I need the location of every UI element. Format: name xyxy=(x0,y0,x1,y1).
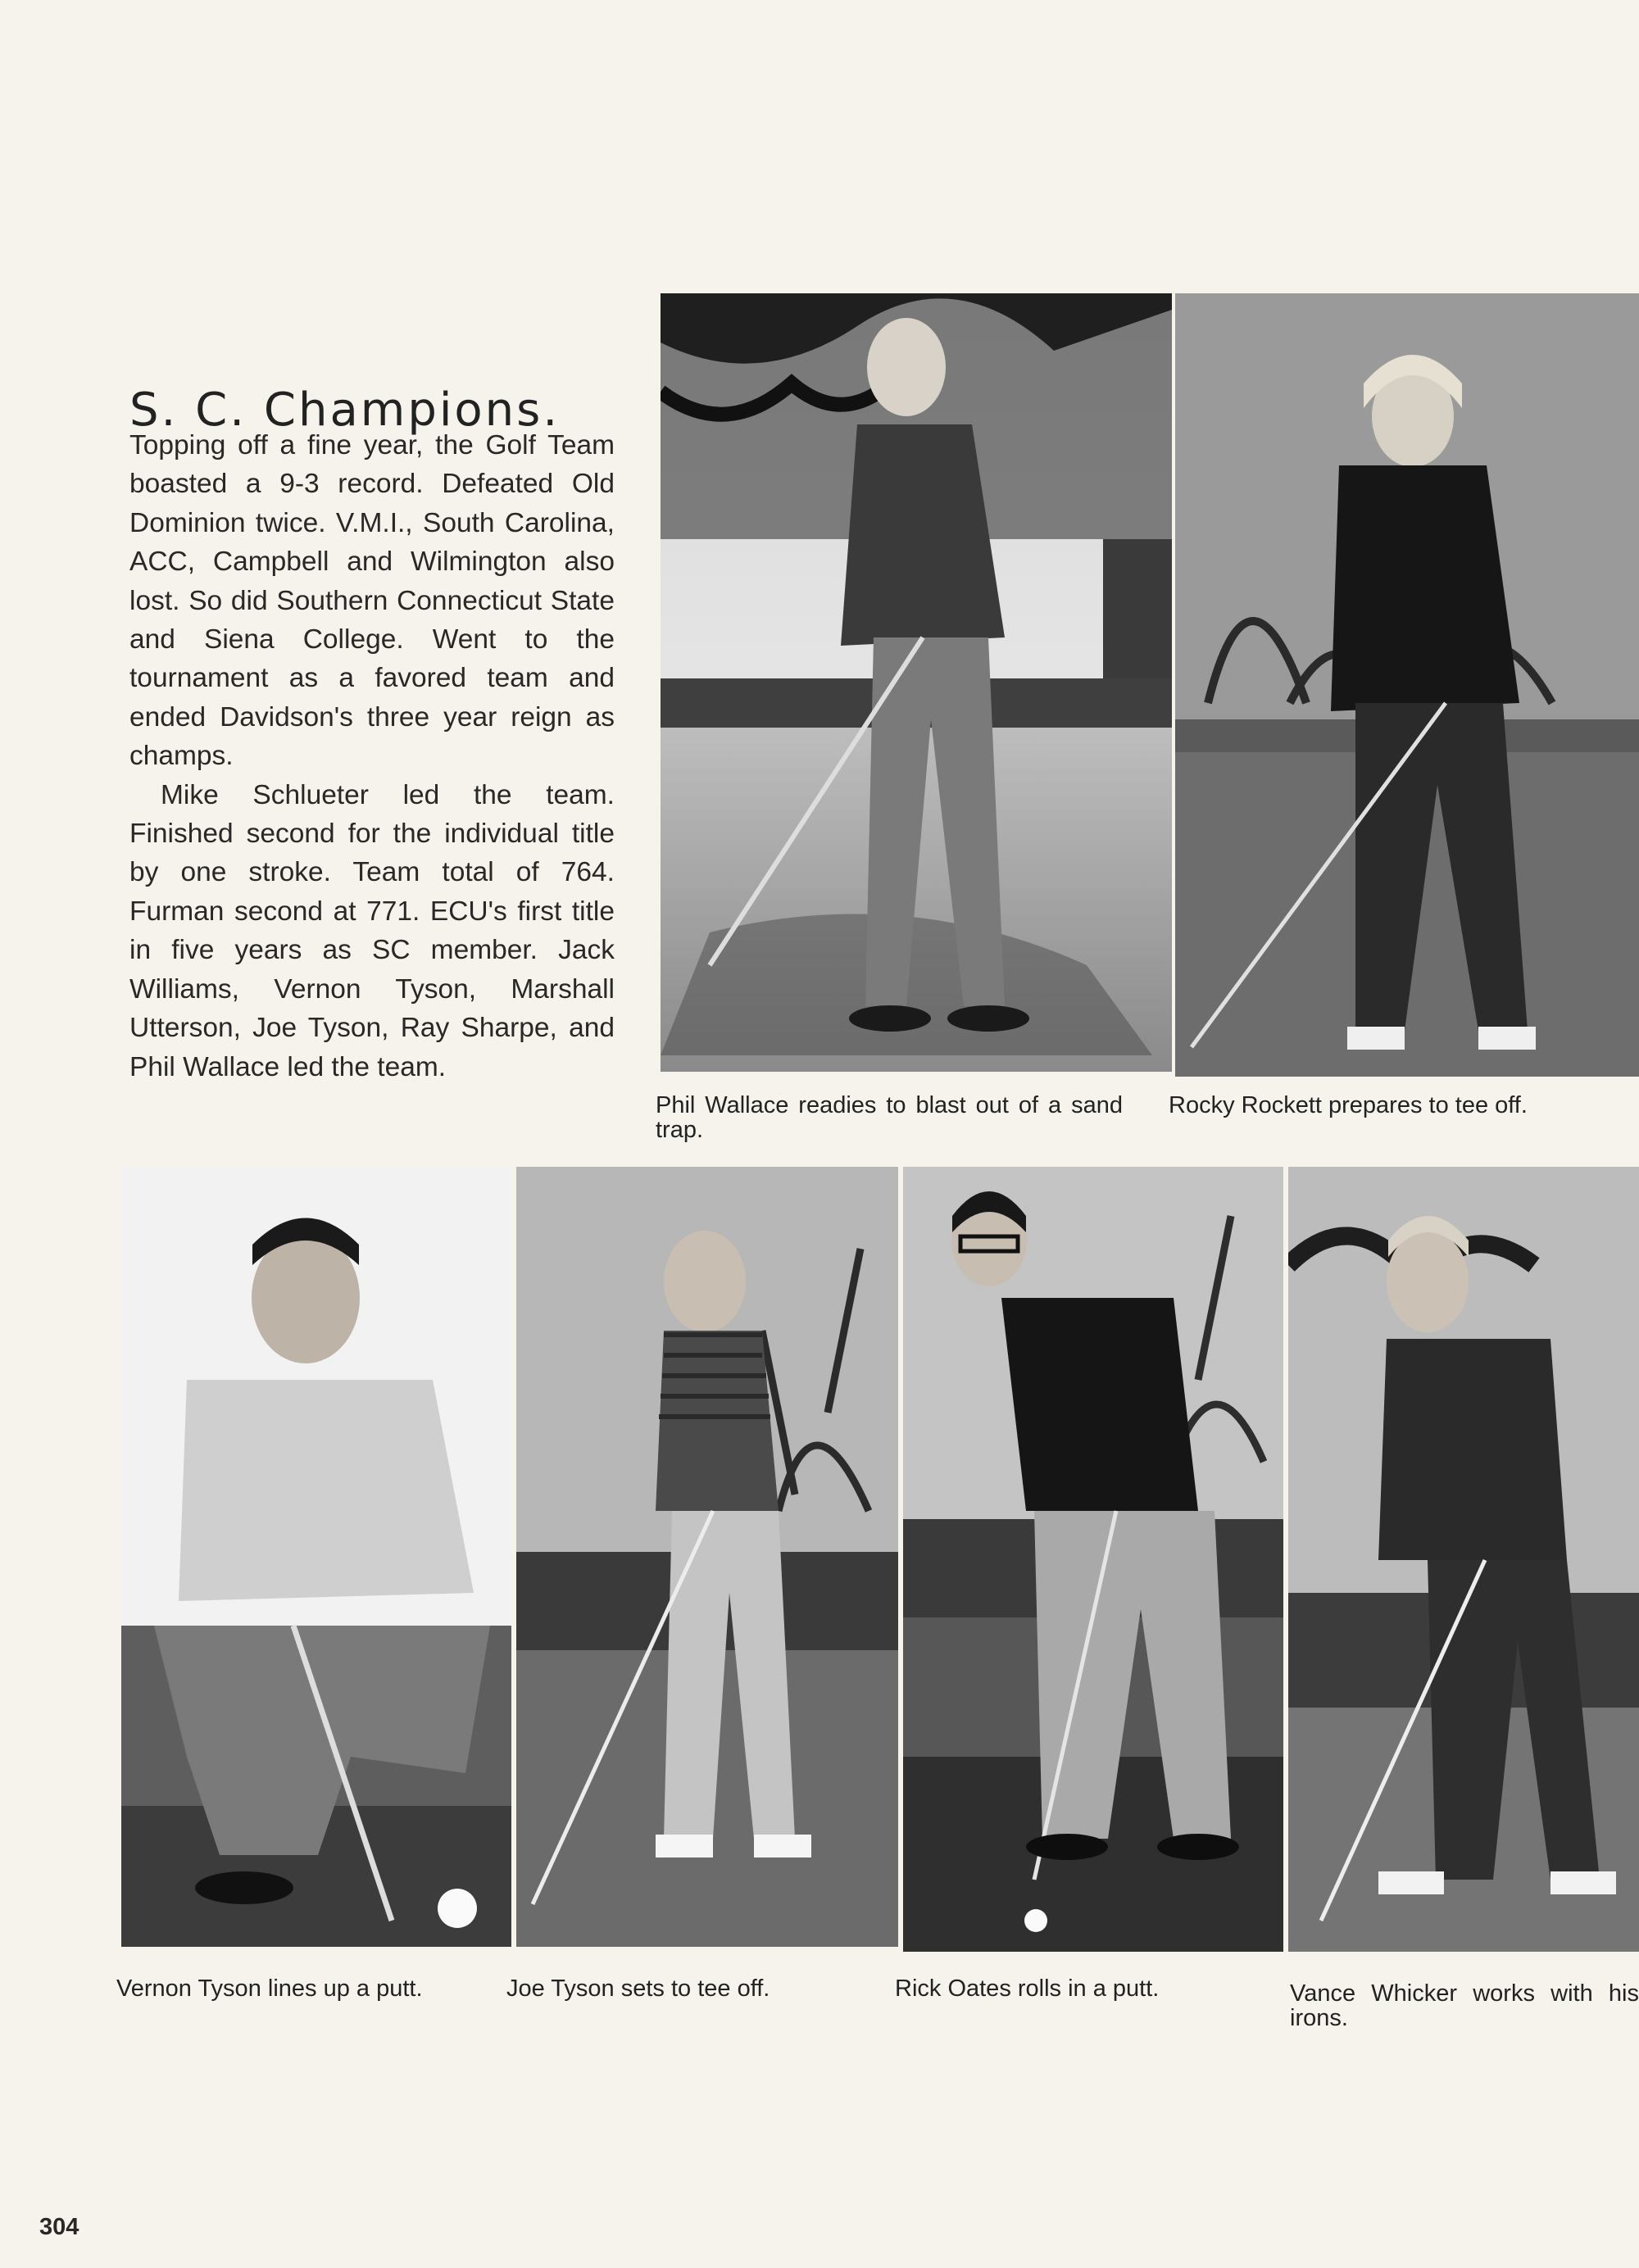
photo-joe-tyson xyxy=(516,1167,898,1947)
photo-rocky-rockett xyxy=(1175,293,1639,1077)
photo-caption: Rocky Rockett prepares to tee off. xyxy=(1169,1092,1528,1118)
photo-caption: Phil Wallace readies to blast out of a sand trap. xyxy=(656,1092,1123,1143)
photo-caption: Vance Whicker works with his irons. xyxy=(1290,1980,1639,2031)
photo-caption: Vernon Tyson lines up a putt. xyxy=(116,1975,423,2002)
photo-caption: Rick Oates rolls in a putt. xyxy=(895,1975,1160,2002)
article-body xyxy=(129,426,615,1086)
photo-vance-whicker xyxy=(1288,1167,1639,1952)
golfer-photo-illustration xyxy=(1175,293,1639,1077)
photo-phil-wallace xyxy=(661,293,1172,1072)
article-paragraph: Topping off a fine year, the Golf Team boasted a 9-3 record. Defeated Old Dominion twice. V.M.I., South Carolina, ACC, Campbell and Wilmington also lost. So did Southern Connecticut State and Siena College. Went to the tournament as a favored team and ended Davidson's three year reign as champs. xyxy=(129,430,615,772)
photo-caption: Joe Tyson sets to tee off. xyxy=(506,1975,770,2002)
page-number: 304 xyxy=(39,2214,79,2240)
golfer-photo-illustration xyxy=(903,1167,1283,1952)
page-title: S. C. Champions. xyxy=(129,383,561,437)
golfer-photo-illustration xyxy=(121,1167,511,1947)
photo-rick-oates xyxy=(903,1167,1283,1952)
golfer-photo-illustration xyxy=(661,293,1172,1072)
golfer-photo-illustration xyxy=(1288,1167,1639,1952)
photo-vernon-tyson xyxy=(121,1167,511,1947)
article-paragraph: Mike Schlueter led the team. Finished second for the individual title by one stroke. Team total of 764. Furman second at 771. ECU's first title in five years as SC member. Jack Williams, Vernon Tyson, Marshall Utterson, Joe Tyson, Ray Sharpe, and Phil Wallace led the team. xyxy=(129,779,615,1082)
golfer-photo-illustration xyxy=(516,1167,898,1947)
